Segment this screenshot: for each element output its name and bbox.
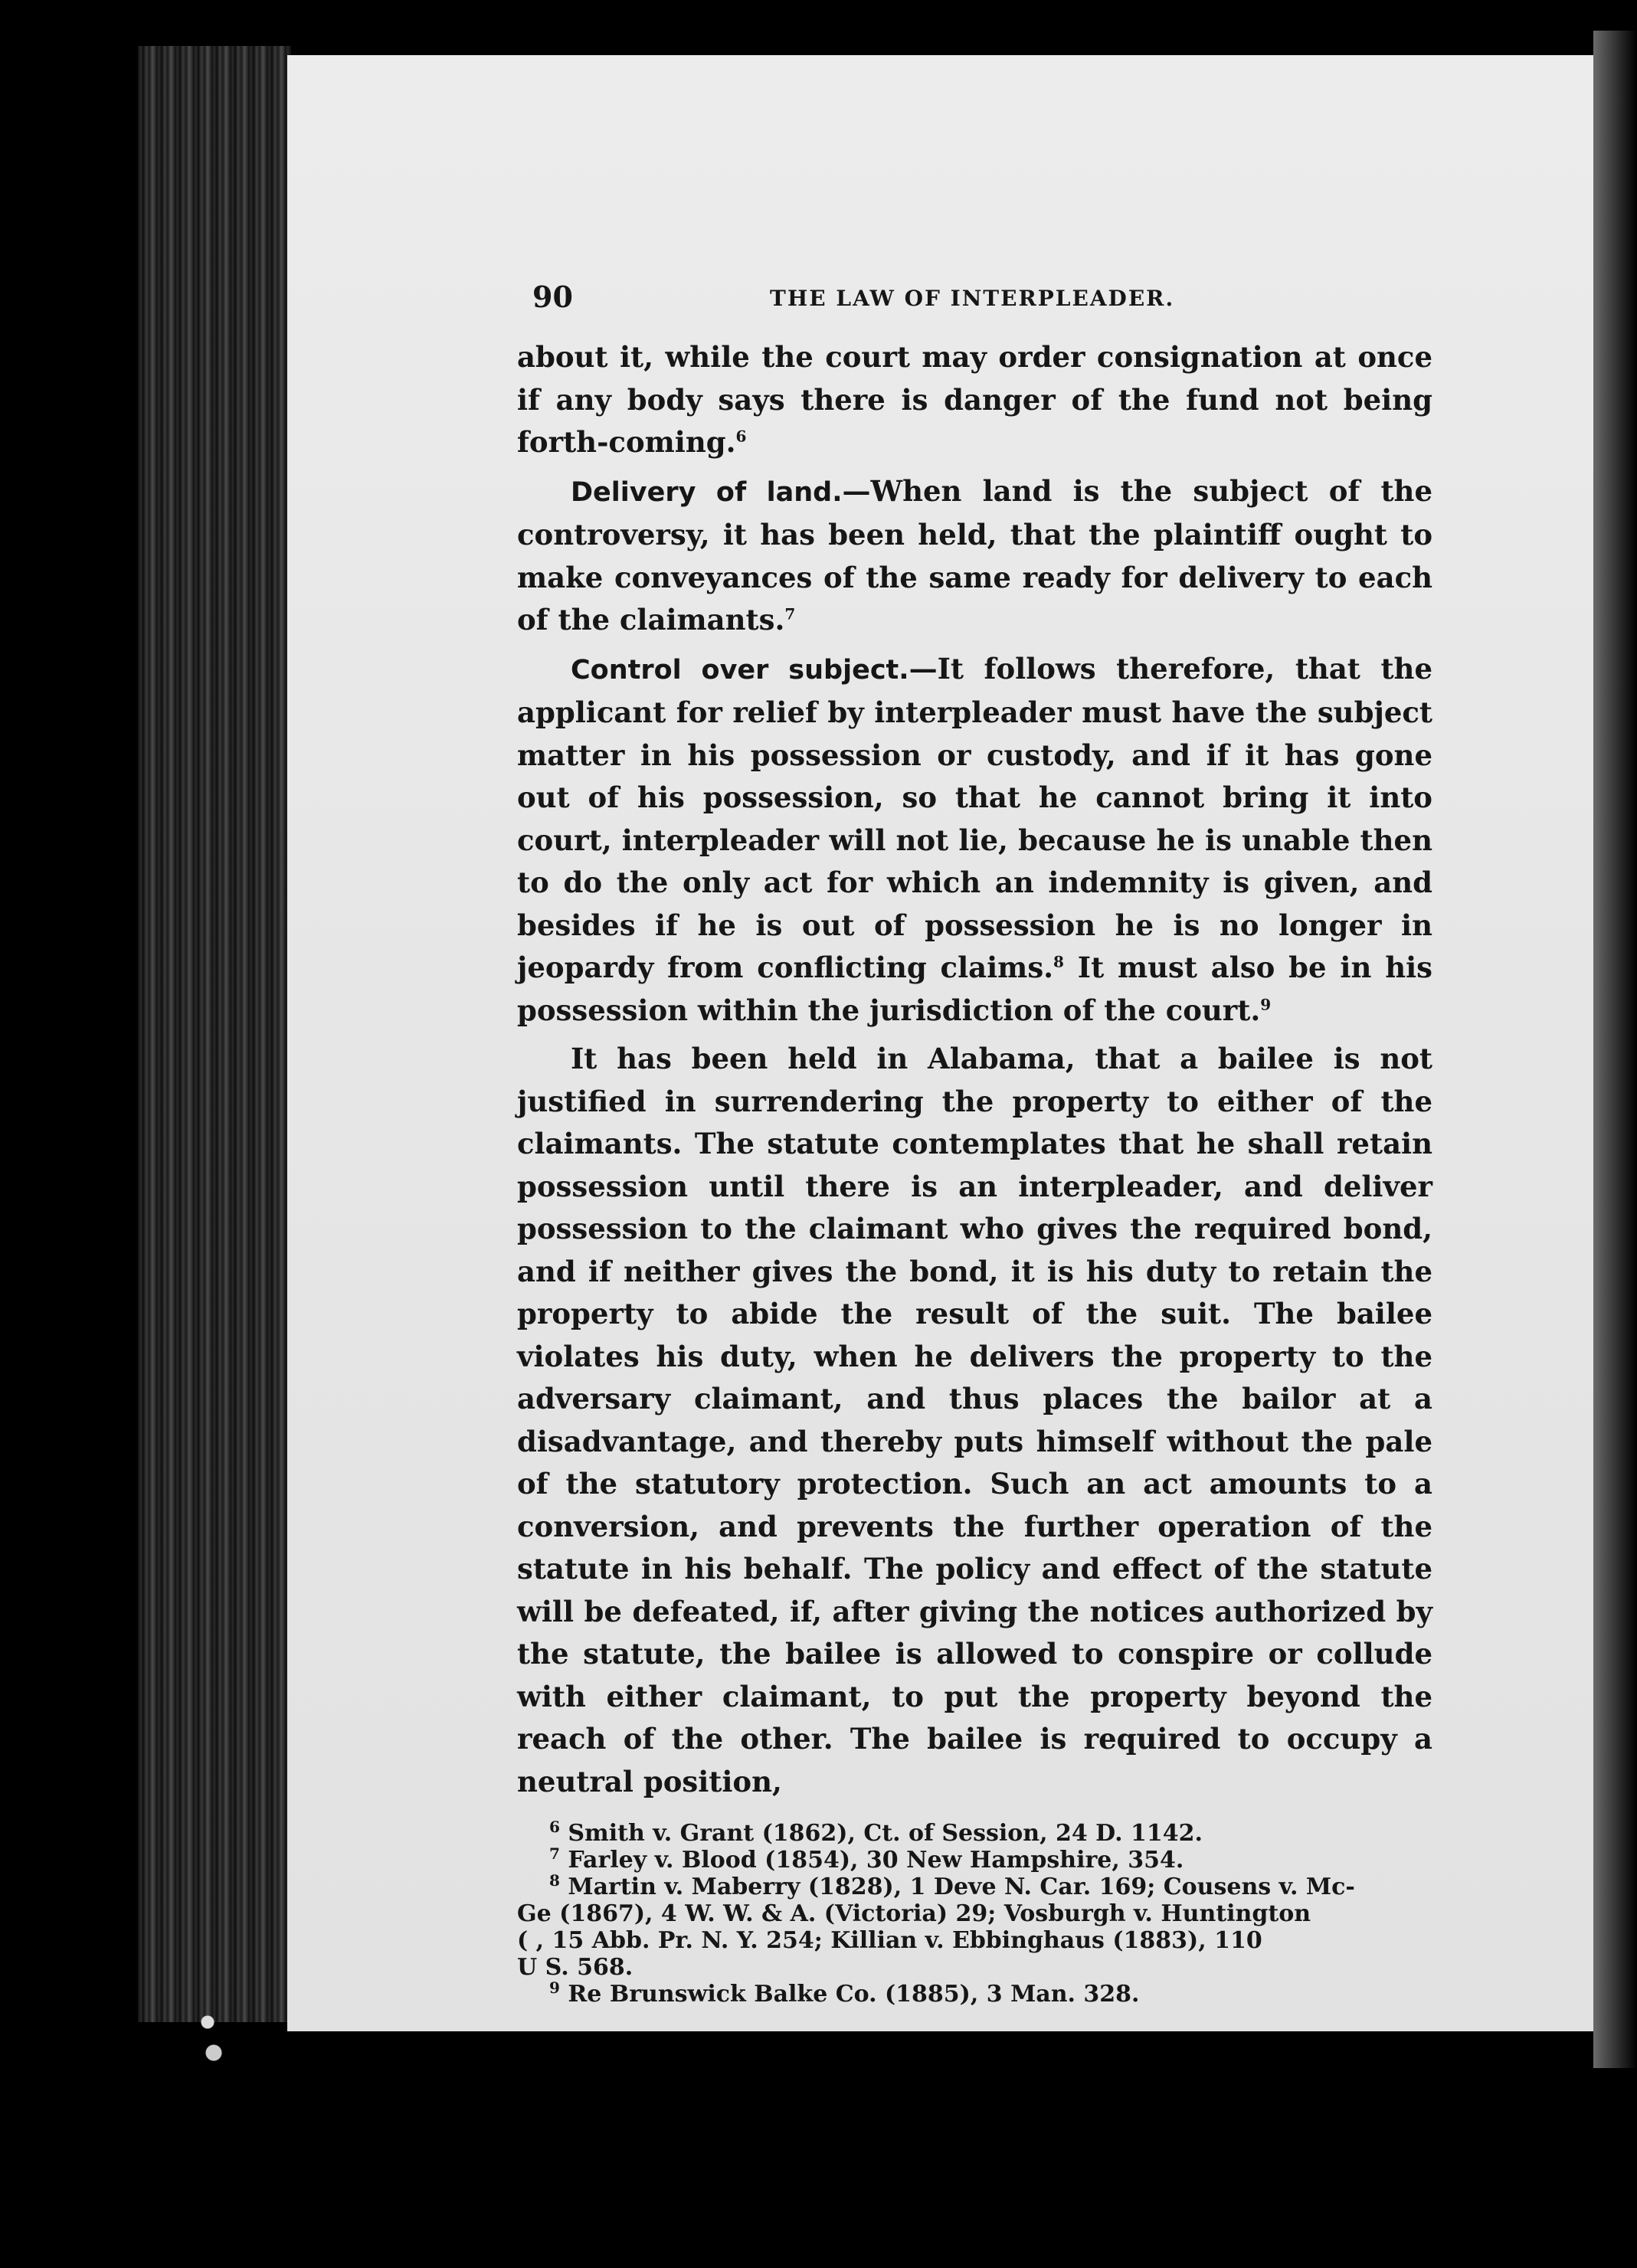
footnote-text: Re Brunswick Balke Co. (1885), 3 Man. 328. [568,1981,1140,2008]
footnote-mark: 8 [549,1871,560,1890]
footnote-mark: 9 [549,1978,560,1997]
footnote-ref-9: 9 [1260,995,1272,1014]
side-heading-delivery-of-land: Delivery of land. [571,476,843,508]
page-text [517,280,1432,2008]
running-title: THE LAW OF INTERPLEADER. [770,286,1175,311]
footnote-7 [517,1844,1432,1874]
film-edge-left [138,46,291,2022]
footnote-8 [517,1871,1432,1900]
footnote-8-continued [517,1900,1432,1927]
footnotes [517,1820,1432,2008]
footnote-text: Ge (1867), 4 W. W. & A. (Victoria) 29; Vosburgh v. Huntington [517,1900,1311,1927]
footnote-text: Smith v. Grant (1862), Ct. of Session, 24 D. 1142. [568,1820,1203,1847]
footnote-mark: 7 [549,1844,560,1863]
paragraph-delivery-of-land [517,470,1432,642]
paragraph-2-text: —When land is the subject of the controversy, it has been held, that the plaintiff ought to make conveyances of the same ready for delivery to each of the claimants. [517,473,1432,637]
footnote-ref-7: 7 [784,604,796,623]
paragraph-alabama [517,1038,1432,1803]
page-number: 90 [532,280,573,314]
footnote-ref-6: 6 [735,427,747,446]
film-edge-right [1593,31,1637,2068]
paragraph-1-text: about it, while the court may order consignation at once if any body says there is danger of the fund not being forth-coming. [517,340,1432,459]
footnote-text: U S. 568. [517,1954,634,1981]
side-heading-control-over-subject: Control over subject. [571,654,909,686]
footnote-mark: 6 [549,1818,560,1836]
paragraph-control-over-subject [517,648,1432,1033]
footnote-6 [517,1820,1432,1847]
paragraph-4-text: It has been held in Alabama, that a bailee is not justified in surrendering the property to either of the claimants. The statute contemplates that he shall retain possession until there is an interpleader, and deliver possession to the claimant who gives the required bond, and if neither gives the bond, it is his duty to retain the property to abide the result of the suit. The bailee violates his duty, when he delivers the property to the adversary claimant, and thus places the bailor at a disadvantage, and thereby puts himself without the pale of the statutory protection. Such an act amounts to a conversion, and prevents the further operation of the statute in his behalf. The policy and effect of the statute will be defeated, if, after giving the notices authorized by the statute, the bailee is allowed to conspire or collude with either claimant, to put the property beyond the reach of the other. The bailee is required to occupy a neutral position, [517,1042,1432,1798]
paragraph-3-text-b: It must also be in his possession within the jurisdiction of the court. [517,951,1432,1027]
footnote-8-continued [517,1954,1432,1981]
paragraph-3-text-a: —It follows therefore, that the applicant for relief by interpleader must have the subject matter in his possession or custody, and if it has gone out of his possession, so that he cannot bring it into court, interpleader will not lie, because he is unable then to do the only act for which an indemnity is given, and besides if he is out of possession he is no longer in jeopardy from conflicting claims. [517,651,1432,984]
footnote-ref-8: 8 [1053,952,1064,971]
footnote-text: Farley v. Blood (1854), 30 New Hampshire, 354. [568,1847,1184,1874]
running-head [517,280,1432,326]
footnote-8-continued [517,1927,1432,1954]
film-specks [195,1999,226,2076]
footnote-text: ( , 15 Abb. Pr. N. Y. 254; Killian v. Ebbinghaus (1883), 110 [517,1927,1262,1954]
footnote-9 [517,1978,1432,2008]
footnote-text: Martin v. Maberry (1828), 1 Deve N. Car. 169; Cousens v. Mc- [568,1874,1355,1900]
paragraph-1 [517,336,1432,464]
